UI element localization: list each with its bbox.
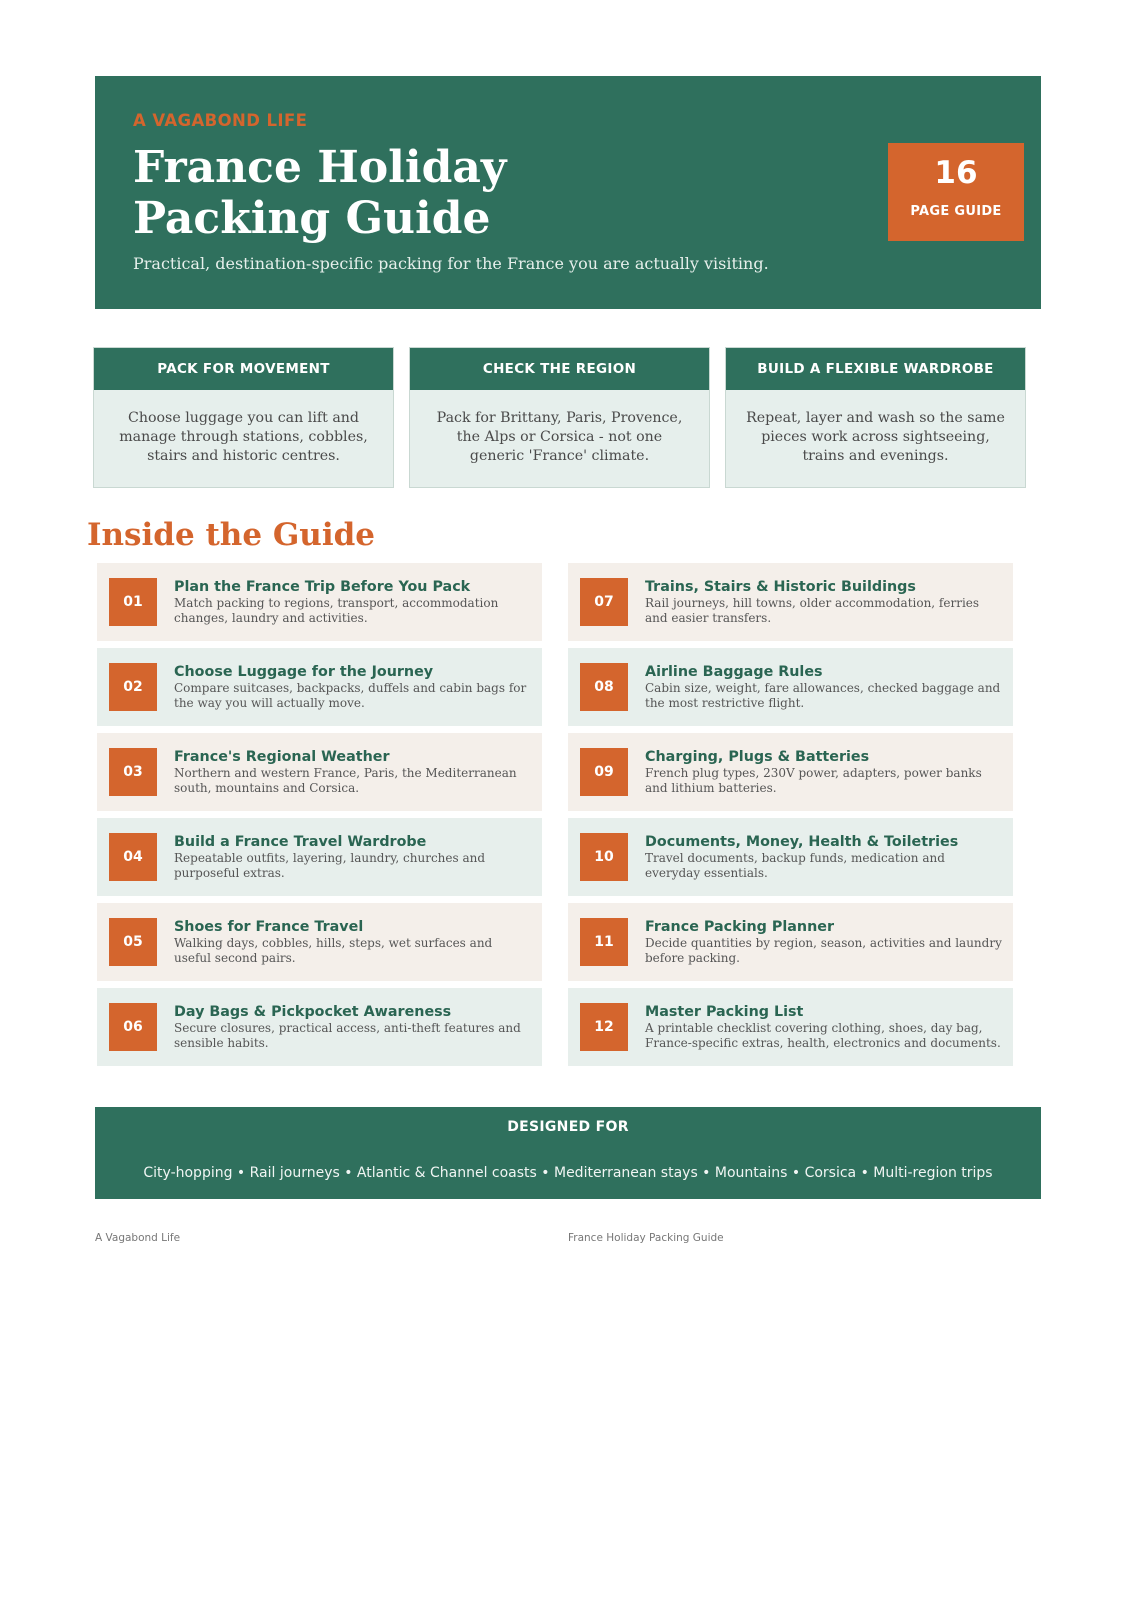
item-number: 04 [109,833,157,881]
item-description: Match packing to regions, transport, accommodation changes, laundry and activities. [174,596,499,625]
contents-item-12 [568,988,1013,1066]
page-count-badge [888,143,1024,241]
item-number: 03 [109,748,157,796]
contents-item-11 [568,903,1013,981]
item-title: Shoes for France Travel [174,919,364,935]
item-number: 07 [580,578,628,626]
item-description: Secure closures, practical access, anti-theft features and sensible habits. [174,1021,521,1050]
item-title: Day Bags & Pickpocket Awareness [174,1004,452,1020]
item-title: France Packing Planner [645,919,835,935]
item-number: 06 [109,1003,157,1051]
item-description: Compare suitcases, backpacks, duffels and cabin bags for the way you will actually move. [174,681,527,710]
tip-heading: PACK FOR MOVEMENT [94,348,393,390]
badge-label: PAGE GUIDE [910,204,1002,219]
contents-item-10 [568,818,1013,896]
item-number: 10 [580,833,628,881]
item-title: Documents, Money, Health & Toiletries [645,834,959,850]
item-number: 01 [109,578,157,626]
contents-item-04 [97,818,542,896]
item-description: French plug types, 230V power, adapters, power banks and lithium batteries. [645,766,982,795]
item-number: 02 [109,663,157,711]
contents-item-01 [97,563,542,641]
title-line-1: France Holiday [133,142,507,193]
item-title: Plan the France Trip Before You Pack [174,579,471,595]
brand-label: A VAGABOND LIFE [133,111,308,130]
contents-item-02 [97,648,542,726]
contents-item-03 [97,733,542,811]
footer-brand: A Vagabond Life [95,1232,181,1244]
item-title: Airline Baggage Rules [645,664,823,680]
designed-for-heading: DESIGNED FOR [507,1119,629,1135]
header-banner [95,76,1041,309]
tip-body: Pack for Brittany, Paris, Provence, the Alps or Corsica - not one generic 'France' climate. [436,410,683,464]
tip-heading: CHECK THE REGION [410,348,709,390]
item-description: Repeatable outfits, layering, laundry, churches and purposeful extras. [174,851,486,880]
item-description: Rail journeys, hill towns, older accommodation, ferries and easier transfers. [645,596,980,625]
tip-card-movement [93,347,394,488]
contents-item-09 [568,733,1013,811]
item-description: Decide quantities by region, season, activities and laundry before packing. [645,936,1002,965]
item-description: Northern and western France, Paris, the Mediterranean south, mountains and Corsica. [174,766,517,795]
contents-item-07 [568,563,1013,641]
designed-for-list: City-hopping • Rail journeys • Atlantic & Channel coasts • Mediterranean stays • Mountains • Corsica • Multi-region trips [143,1165,993,1181]
title-line-2: Packing Guide [133,193,491,244]
item-number: 05 [109,918,157,966]
item-title: Charging, Plugs & Batteries [645,749,870,765]
contents-item-08 [568,648,1013,726]
badge-number: 16 [934,155,978,191]
section-title-inside-guide: Inside the Guide [87,517,376,553]
designed-for-banner [95,1107,1041,1199]
item-number: 12 [580,1003,628,1051]
page-subtitle: Practical, destination-specific packing for the France you are actually visiting. [133,254,769,273]
item-title: Trains, Stairs & Historic Buildings [645,579,916,595]
contents-list [97,563,1011,1068]
item-number: 11 [580,918,628,966]
contents-item-06 [97,988,542,1066]
tip-card-wardrobe [725,347,1026,488]
page-title [133,142,506,244]
footer-document-title: France Holiday Packing Guide [568,1232,724,1244]
item-description: Travel documents, backup funds, medication and everyday essentials. [645,851,945,880]
item-description: Walking days, cobbles, hills, steps, wet surfaces and useful second pairs. [174,936,493,965]
item-title: Build a France Travel Wardrobe [174,834,427,850]
tip-heading: BUILD A FLEXIBLE WARDROBE [726,348,1025,390]
tip-body: Choose luggage you can lift and manage through stations, cobbles, stairs and historic centres. [119,410,368,464]
item-title: Master Packing List [645,1004,804,1020]
item-number: 08 [580,663,628,711]
item-description: Cabin size, weight, fare allowances, checked baggage and the most restrictive flight. [645,681,1001,710]
tips-row [93,347,1028,488]
tip-card-region [409,347,710,488]
item-title: France's Regional Weather [174,749,390,765]
contents-item-05 [97,903,542,981]
item-number: 09 [580,748,628,796]
item-description: A printable checklist covering clothing, shoes, day bag, France-specific extras, health, electronics and documents. [645,1021,1001,1050]
item-title: Choose Luggage for the Journey [174,664,434,680]
tip-body: Repeat, layer and wash so the same pieces work across sightseeing, trains and evenings. [746,410,1005,464]
